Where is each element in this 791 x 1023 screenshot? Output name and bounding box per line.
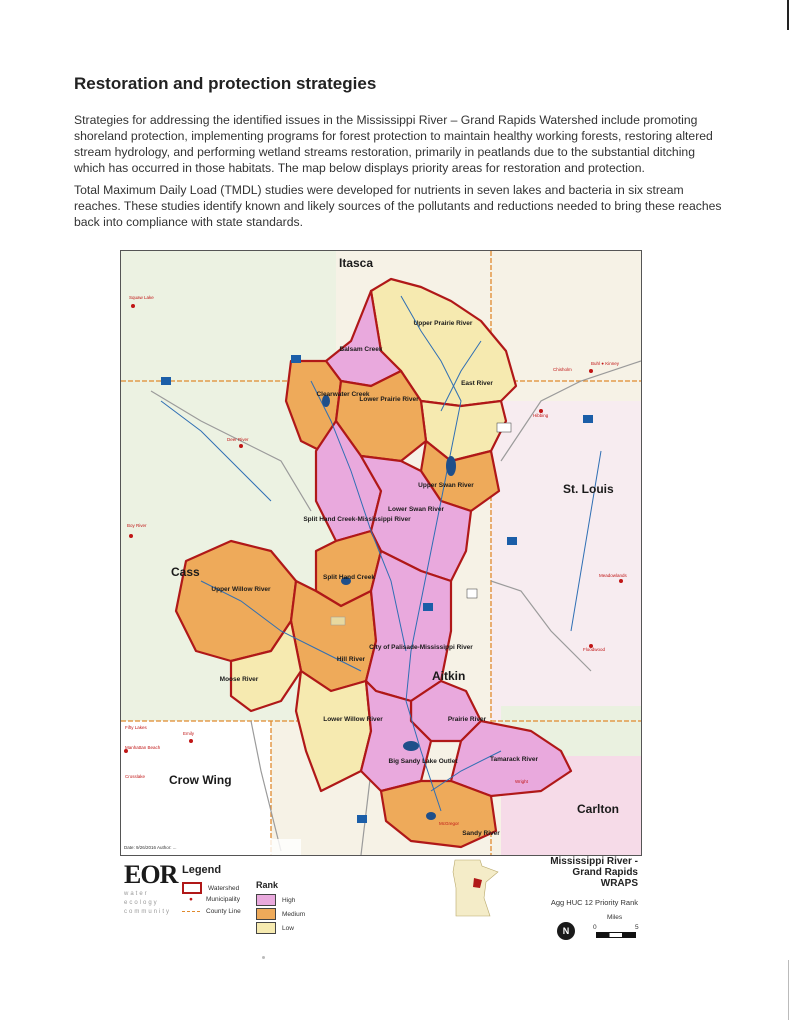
legend-municipality — [182, 896, 240, 903]
map-footer-text: Date: 9/26/2016 Author: ... — [124, 845, 177, 850]
label-lower-swan: Lower Swan River — [388, 506, 444, 513]
municipality-dot-icon: ● — [189, 896, 193, 903]
medium-swatch — [256, 908, 276, 920]
legend-title: Legend — [182, 864, 222, 876]
place-floodwood: Floodwood — [583, 647, 606, 652]
county-itasca: Itasca — [339, 256, 374, 270]
low-swatch — [256, 922, 276, 934]
eor-logo: EOR — [124, 860, 178, 889]
place-emily: Emily — [183, 731, 194, 736]
page-edge-mark-bottom — [788, 960, 789, 1020]
legend-rank-medium — [256, 908, 305, 920]
watershed-swatch — [182, 882, 202, 894]
place-meadowlands: Meadowlands — [599, 573, 627, 578]
map-subtitle: Agg HUC 12 Priority Rank — [550, 898, 638, 907]
label-lower-prairie: Lower Prairie River — [359, 396, 419, 403]
legend-county-line-label: County Line — [206, 908, 241, 915]
place-buhl-kinney: Buhl ● Kinney — [591, 361, 619, 366]
strategies-paragraph: Strategies for addressing the identified issues in the Mississippi River – Grand Rapids Watershed include promoting shoreland protection, implementing programs for forest protection to maintain healthy working forests, restoring altered stream hydrology, and performing wetland streams restoration, primarily in peatlands due to the substantial ditching which has occurred in those habitats. The map below displays priority areas for restoration and protection. — [74, 113, 713, 175]
label-big-sandy: Big Sandy Lake Outlet — [388, 758, 458, 765]
county-carlton: Carlton — [577, 802, 619, 816]
label-balsam: Balsam Creek — [339, 346, 383, 353]
label-upper-swan: Upper Swan River — [418, 482, 474, 489]
county-crow-wing: Crow Wing — [169, 773, 232, 787]
label-upper-willow: Upper Willow River — [211, 586, 271, 593]
place-mcgregor: McGregor — [439, 821, 460, 826]
rank-title: Rank — [256, 880, 279, 890]
county-aitkin: Aitkin — [432, 669, 466, 683]
map-title-line-2: Grand Rapids — [572, 867, 638, 878]
tmdl-paragraph: Total Maximum Daily Load (TMDL) studies were developed for nutrients in seven lakes and bacteria in six stream reaches. These studies identify known and likely sources of the pollutants and reductions needed to bring these reaches back into compliance with state standards. — [74, 183, 722, 229]
legend-high-label: High — [282, 896, 296, 904]
map-legend-area — [120, 856, 640, 946]
county-st-louis: St. Louis — [563, 482, 614, 496]
label-prairie: Prairie River — [447, 716, 487, 723]
north-arrow-icon: N — [557, 922, 575, 940]
legend-rank-low — [256, 922, 294, 934]
place-hibbing: Hibbing — [533, 413, 549, 418]
label-tamarack: Tamarack River — [490, 756, 538, 763]
label-clearwater: Clearwater Creek — [316, 391, 370, 398]
legend-watershed-label: Watershed — [208, 884, 240, 892]
scale-five-label: 5 — [635, 924, 639, 931]
scale-bar — [596, 932, 636, 938]
label-split-hand-miss: Split Hand Creek-Mississippi River — [303, 516, 411, 523]
high-swatch — [256, 894, 276, 906]
page-speck — [262, 956, 265, 959]
tagline-ecology: ecology — [124, 900, 159, 906]
map-canvas — [121, 251, 641, 855]
section-heading: Restoration and protection strategies — [74, 74, 377, 93]
map-title-line-1: Mississippi River - — [550, 856, 638, 867]
label-moose: Moose River — [219, 676, 259, 683]
place-squaw-lake: Squaw Lake — [129, 295, 154, 300]
priority-map — [120, 250, 642, 856]
scale-zero-label: 0 — [593, 924, 597, 931]
minnesota-locator-map — [450, 858, 500, 918]
tagline-water: water — [124, 891, 149, 897]
county-cass: Cass — [171, 565, 200, 579]
place-fifty-lakes: Fifty Lakes — [125, 725, 147, 730]
label-city-palisade: City of Palisade-Mississippi River — [369, 644, 473, 651]
st-louis-county-area — [491, 401, 641, 721]
scale-miles-label: Miles — [607, 914, 623, 921]
place-chisholm: Chisholm — [553, 367, 572, 372]
label-lower-willow: Lower Willow River — [323, 716, 383, 723]
label-sandy: Sandy River — [462, 830, 500, 837]
place-boy-river: Boy River — [127, 523, 147, 528]
eor-tagline — [124, 890, 171, 917]
legend-county-line — [182, 908, 241, 915]
legend-municipality-label: Municipality — [206, 896, 240, 903]
legend-medium-label: Medium — [282, 910, 306, 918]
tagline-community: community — [124, 909, 172, 915]
place-crosslake: Crosslake — [125, 774, 146, 779]
label-east-river: East River — [461, 380, 493, 387]
place-manhattan-beach: Manhattan Beach — [125, 745, 161, 750]
label-upper-prairie: Upper Prairie River — [413, 320, 473, 327]
place-wright: Wright — [515, 779, 528, 784]
county-line-icon — [182, 911, 200, 912]
label-split-hand: Split Hand Creek — [322, 574, 376, 581]
map-title — [550, 856, 638, 889]
legend-rank-high — [256, 894, 295, 906]
legend-watershed — [182, 882, 239, 894]
page-edge-mark — [787, 0, 789, 30]
place-deer-river: Deer River — [227, 437, 249, 442]
map-title-line-3: WRAPS — [600, 878, 638, 889]
crow-wing-county-area — [121, 721, 271, 855]
legend-low-label: Low — [282, 924, 294, 932]
label-hill: Hill River — [336, 656, 366, 663]
